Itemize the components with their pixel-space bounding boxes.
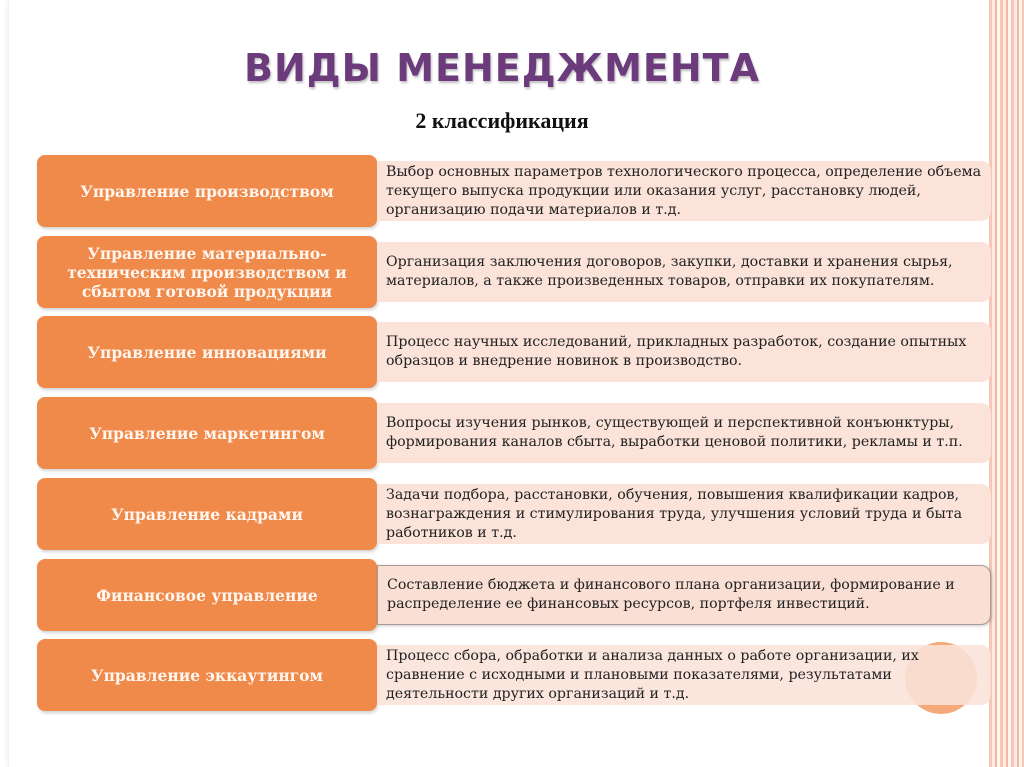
management-type-row [37,236,992,308]
slide-title: ВИДЫ МЕНЕДЖМЕНТА [243,46,760,90]
description-text: Процесс научных исследований, прикладных разработок, создание опытных образцов и внедрение новинок в производство. [386,334,967,369]
description-text: Задачи подбора, расстановки, обучения, повышения квалификации кадров, вознаграждения и стимулирования труда, улучшения условий труда и быта работников и т.д. [386,486,963,541]
management-type-row [37,155,992,227]
management-type-description [377,161,991,221]
management-type-description [377,645,991,705]
management-type-label: Управление производством [37,155,377,227]
management-type-label: Управление кадрами [37,478,377,550]
description-text: Выбор основных параметров технологического процесса, определение объема текущего выпуска продукции или оказания услуг, расстановку людей, организацию подачи материалов и т.д. [386,163,982,218]
management-type-row [37,397,992,469]
description-text: Процесс сбора, обработки и анализа данных о работе организации, их сравнение с исходными и плановыми показателями, результатами деятельности других организаций и т.д. [386,647,919,702]
management-type-row [37,639,992,711]
description-text: Организация заключения договоров, закупки, доставки и хранения сырья, материалов, а также произведенных товаров, отправки их покупателям. [386,254,953,289]
management-type-row [37,478,992,550]
slide-subtitle: 2 классификация [415,108,589,133]
management-type-row [37,316,992,388]
management-type-label: Управление инновациями [37,316,377,388]
management-type-row [37,559,992,631]
management-type-label: Финансовое управление [37,559,377,631]
management-type-description [377,242,991,302]
management-type-label: Управление эккаутингом [37,639,377,711]
management-type-description [377,484,991,544]
management-type-description [377,322,991,382]
management-type-description [377,565,991,625]
description-text: Составление бюджета и финансового плана организации, формирование и распределение ее финансовых ресурсов, портфеля инвестиций. [387,577,955,612]
management-type-description [377,403,991,463]
management-type-label: Управление маркетингом [37,397,377,469]
management-type-label: Управление материально-техническим производством и сбытом готовой продукции [37,236,377,308]
description-text: Вопросы изучения рынков, существующей и перспективной конъюнктуры, формирования каналов сбыта, выработки ценовой политики, рекламы и т.п. [386,415,963,450]
